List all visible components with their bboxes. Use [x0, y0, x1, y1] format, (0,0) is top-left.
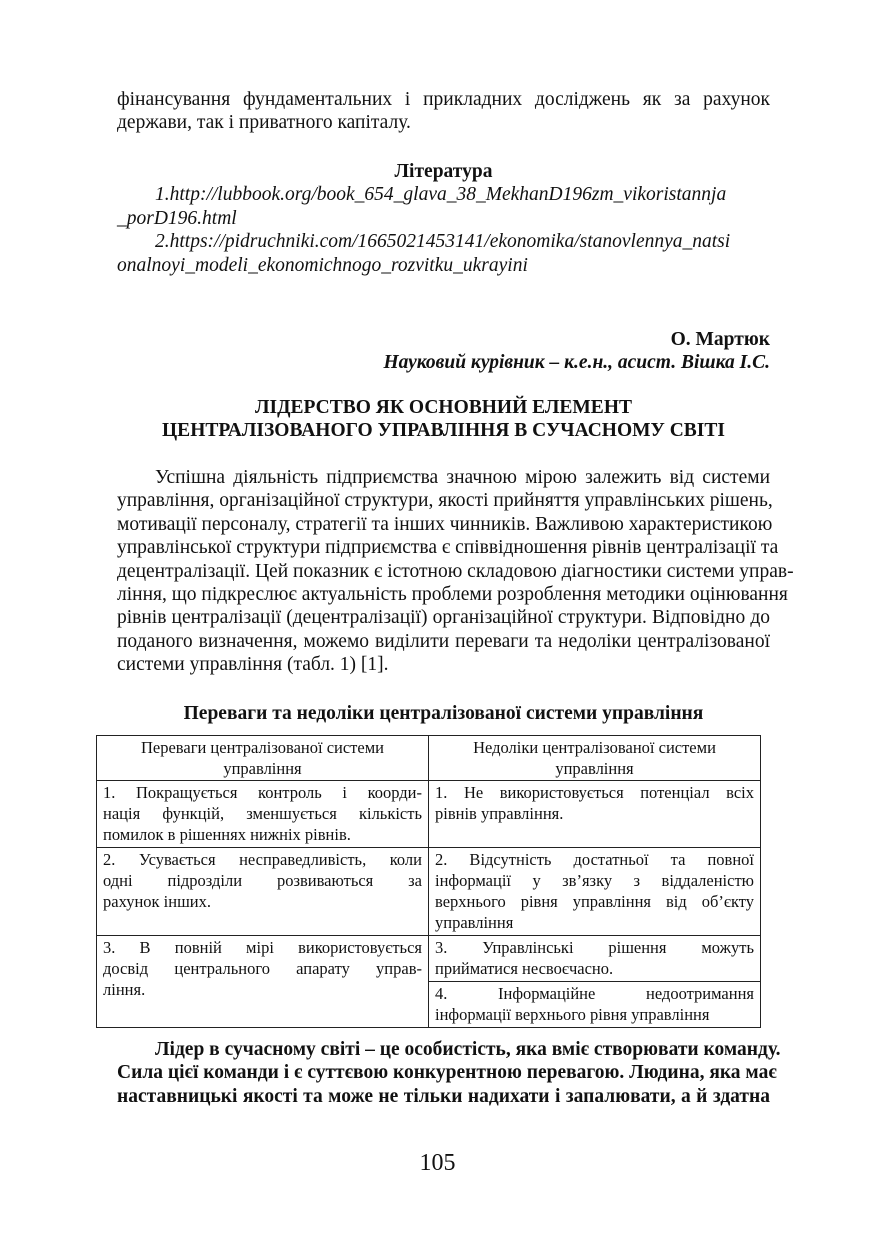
- text-line: 2. Усувається несправедливість, коли: [103, 850, 422, 869]
- text-line: верхнього рівня управління від об’єкту: [435, 892, 754, 911]
- text-line: 1. Не використовується потенціал всіх: [435, 783, 754, 802]
- supervisor: Науковий курівник – к.е.н., асист. Вішка І.С.: [383, 352, 770, 374]
- table-caption: Переваги та недоліки централізованої системи управління: [183, 703, 704, 724]
- intro-paragraph: [117, 88, 770, 135]
- text-line: помилок в рішеннях нижніх рівнів.: [103, 825, 351, 844]
- text-line: інформації верхнього рівня управління: [435, 1005, 710, 1024]
- text-line: рахунок інших.: [103, 892, 211, 911]
- text-line: нація функцій, зменшується кількість: [103, 804, 422, 823]
- references-heading: Література: [394, 161, 493, 182]
- text-line: ЦЕНТРАЛІЗОВАНОГО УПРАВЛІННЯ В СУЧАСНОМУ СВІТІ: [162, 420, 725, 442]
- advantage-cell: [97, 781, 429, 848]
- table-row: [97, 936, 761, 982]
- table-header-row: [97, 736, 761, 781]
- text-line: управління: [435, 913, 514, 932]
- author-name: О. Мартюк: [670, 329, 770, 350]
- text-line: децентралізації. Цей показник є істотною складовою діагностики системи управ-: [117, 560, 794, 582]
- text-line: досвід центрального апарату управ-: [103, 959, 422, 978]
- page-number: 105: [419, 1150, 456, 1176]
- comparison-table: [96, 735, 761, 1028]
- advantage-cell: [97, 848, 429, 936]
- header-disadvantages: [429, 736, 761, 781]
- text-line: поданого визначення, можемо виділити переваги та недоліки централізованої: [117, 630, 770, 652]
- text-line: управління, організаційної структури, якості прийняття управлінських рішень,: [117, 490, 773, 512]
- text-line: ління, що підкреслює актуальність проблеми розроблення методики оцінювання: [117, 584, 788, 606]
- disadvantage-cell: [429, 781, 761, 848]
- text-line: управління: [223, 759, 302, 778]
- text-line: фінансування фундаментальних і прикладних досліджень як за рахунок: [117, 89, 770, 110]
- author-block: [117, 328, 770, 375]
- text-line: системи управління (табл. 1) [1].: [117, 654, 389, 676]
- text-line: 4. Інформаційне недоотримання: [435, 984, 754, 1003]
- text-line: наставницькі якості та може не тільки надихати і запалювати, а й здатна: [117, 1085, 770, 1107]
- text-line: Переваги централізованої системи: [140, 738, 384, 757]
- text-line: Сила цієї команди і є суттєвою конкурентною перевагою. Людина, яка має: [117, 1062, 777, 1084]
- body-paragraph: [117, 466, 794, 677]
- text-line: 1. Покращується контроль і коорди-: [103, 783, 422, 802]
- table-row: [97, 781, 761, 848]
- text-line: 2. Відсутність достатньої та повної: [435, 850, 754, 869]
- text-line: управлінської структури підприємства є співвідношення рівнів централізації та: [117, 537, 779, 559]
- article-title: [117, 396, 770, 443]
- advantage-cell: [97, 936, 429, 1028]
- text-line: управління: [555, 759, 634, 778]
- references-list: [117, 183, 770, 277]
- text-line: рівнів управління.: [435, 804, 564, 823]
- text-line: Лідер в сучасному світі – це особистість, яка вміє створювати команду.: [155, 1039, 781, 1060]
- table-row: [97, 848, 761, 936]
- disadvantage-cell: [429, 982, 761, 1028]
- text-line: ЛІДЕРСТВО ЯК ОСНОВНИЙ ЕЛЕМЕНТ: [254, 397, 632, 418]
- text-line: 2.https://pidruchniki.com/1665021453141/ekonomika/stanovlennya_natsi: [155, 231, 731, 253]
- bold-paragraph: [117, 1038, 781, 1108]
- text-line: інформації у зв’язку з віддаленістю: [435, 871, 754, 890]
- text-line: мотивації персоналу, стратегії та інших чинників. Важливою характеристикою: [117, 513, 773, 535]
- text-line: прийматися несвоєчасно.: [435, 959, 614, 978]
- disadvantage-cell: [429, 848, 761, 936]
- text-line: 3. Управлінські рішення можуть: [435, 938, 754, 957]
- text-line: одні підрозділи розвиваються за: [103, 871, 422, 890]
- text-line: ління.: [103, 980, 146, 999]
- text-line: _porD196.html: [117, 207, 237, 229]
- disadvantage-cell: [429, 936, 761, 982]
- text-line: 1.http://lubbook.org/book_654_glava_38_MekhanD196zm_vikoristannja: [155, 184, 727, 206]
- references-section: [117, 160, 770, 277]
- text-line: рівнів централізації (децентралізації) організаційної структури. Відповідно до: [117, 607, 770, 629]
- text-line: 3. В повній мірі використовується: [103, 938, 422, 957]
- text-line: Успішна діяльність підприємства значною мірою залежить від системи: [155, 467, 770, 488]
- text-line: Недоліки централізованої системи: [473, 738, 716, 757]
- text-line: onalnoyi_modeli_ekonomichnogo_rozvitku_ukrayini: [117, 254, 528, 276]
- header-advantages: [97, 736, 429, 781]
- text-line: держави, так і приватного капіталу.: [117, 112, 411, 134]
